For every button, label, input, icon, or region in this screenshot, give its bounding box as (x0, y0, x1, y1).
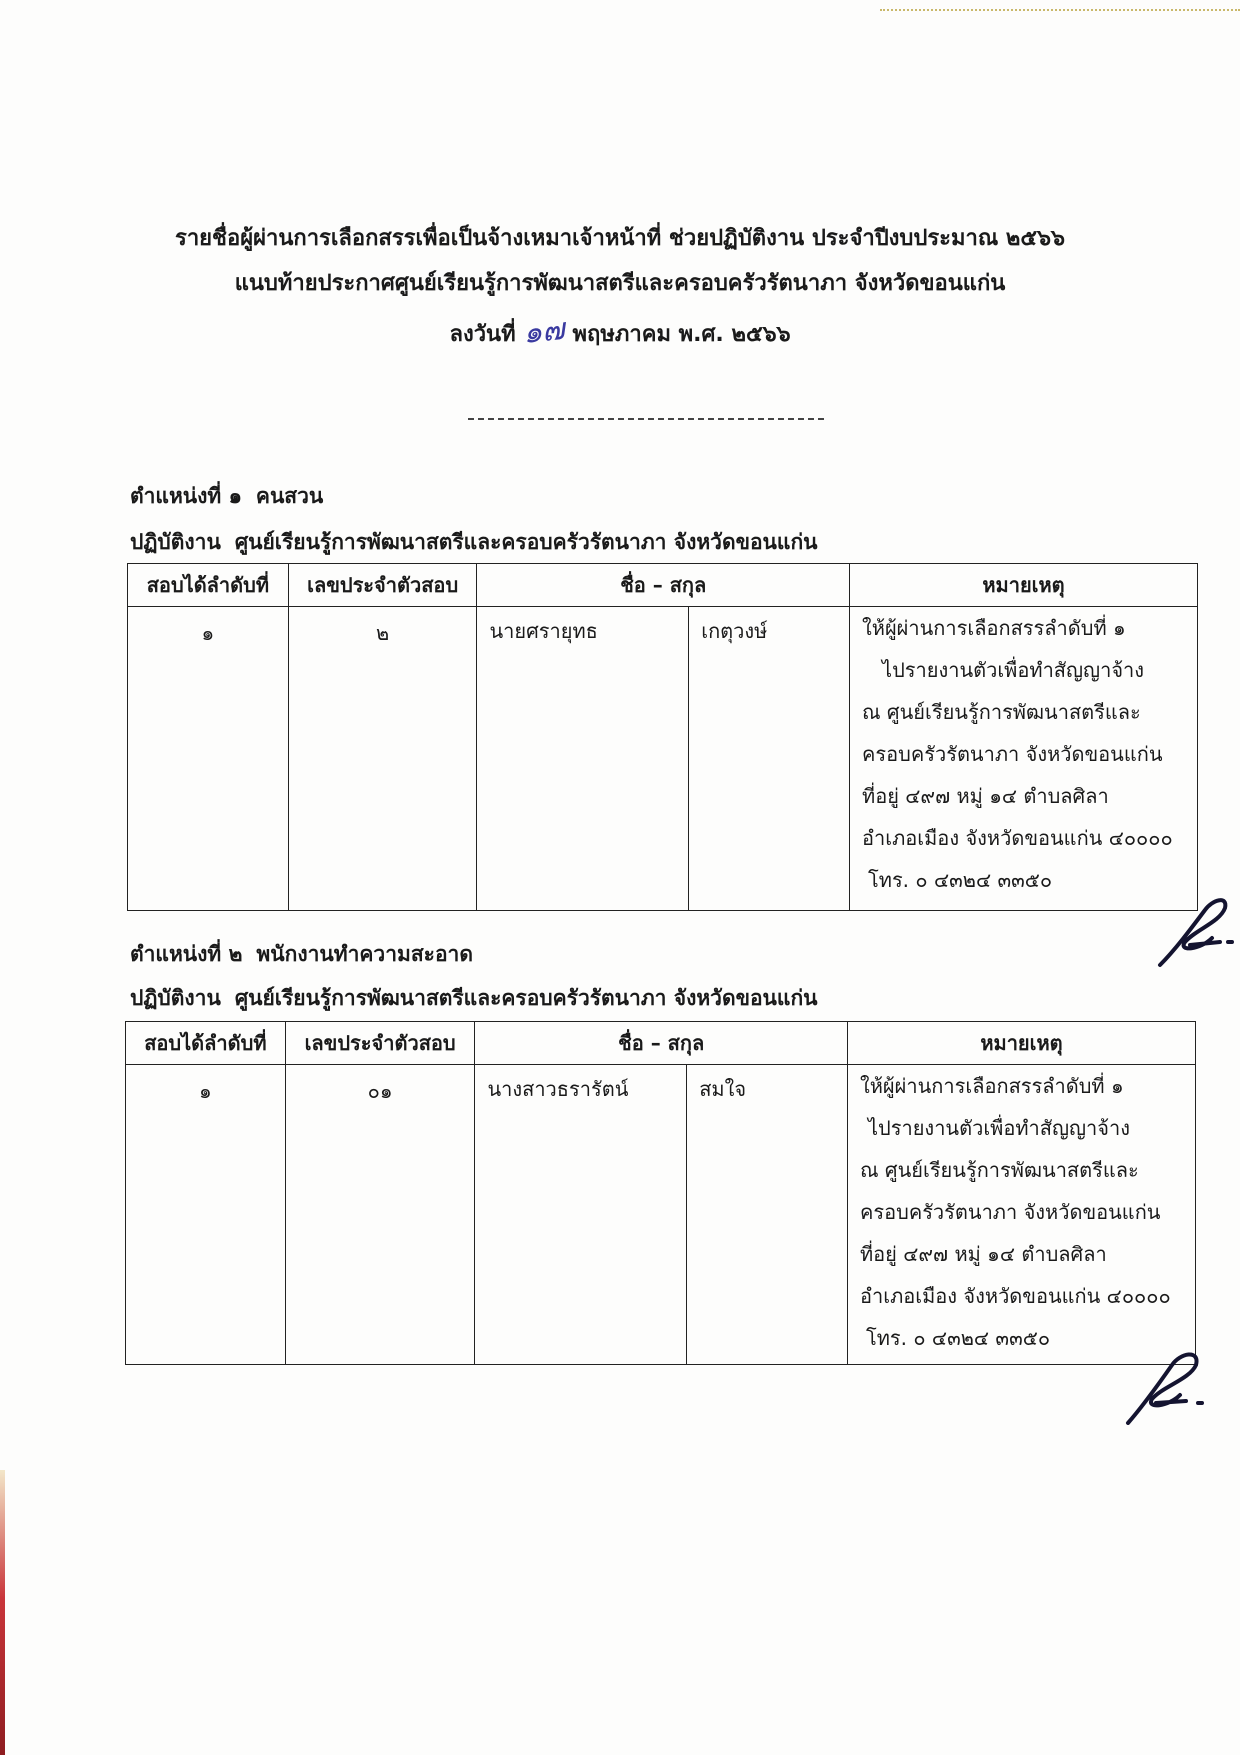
workplace-1-name: ศูนย์เรียนรู้การพัฒนาสตรีและครอบครัวรัตนาภา จังหวัดขอนแก่น (234, 530, 818, 554)
position-2-heading (130, 938, 473, 971)
remark-line: อำเภอเมือง จังหวัดขอนแก่น ๔๐๐๐๐ (862, 826, 1173, 850)
remark-line: ไปรายงานตัวเพื่อทำสัญญาจ้าง (867, 1116, 1130, 1140)
signature-mark-2 (1120, 1345, 1210, 1425)
position-1-workplace (130, 526, 818, 559)
signature-mark-1 (1150, 890, 1240, 970)
position-1-name: คนสวน (255, 484, 324, 508)
exam-id-cell: ๐๑ (285, 1065, 475, 1365)
page-top-edge (880, 0, 1240, 11)
remark-line: โทร. ๐ ๔๓๒๔ ๓๓๕๐ (868, 868, 1053, 892)
first-name-cell: นายศรายุทธ (477, 607, 689, 911)
table-row (126, 1065, 1196, 1365)
last-name-cell: สมใจ (687, 1065, 848, 1365)
section-divider (468, 418, 824, 420)
date-day-handwritten: ๑๗ (521, 311, 567, 352)
date-suffix: พฤษภาคม พ.ศ. ๒๕๖๖ (572, 322, 791, 347)
col-exam-id-header: เลขประจำตัวสอบ (285, 1022, 475, 1065)
col-name-header: ชื่อ – สกุล (477, 564, 850, 607)
document-subtitle: แนบท้ายประกาศศูนย์เรียนรู้การพัฒนาสตรีและครอบครัวรัตนาภา จังหวัดขอนแก่น (234, 271, 1006, 296)
col-remarks-header: หมายเหตุ (850, 564, 1198, 607)
remark-line: อำเภอเมือง จังหวัดขอนแก่น ๔๐๐๐๐ (859, 1284, 1171, 1308)
remark-line: ที่อยู่ ๔๙๗ หมู่ ๑๔ ตำบลศิลา (862, 784, 1109, 808)
remarks-cell (850, 607, 1198, 911)
col-rank-header: สอบได้ลำดับที่ (126, 1022, 286, 1065)
table-row (128, 607, 1198, 911)
remark-line: ครอบครัวรัตนาภา จังหวัดขอนแก่น (859, 1200, 1161, 1224)
position-2-workplace (130, 982, 818, 1015)
col-exam-id-header: เลขประจำตัวสอบ (288, 564, 477, 607)
rank-cell: ๑ (126, 1065, 286, 1365)
position-1-heading (130, 480, 323, 513)
rank-cell: ๑ (128, 607, 289, 911)
col-remarks-header: หมายเหตุ (847, 1022, 1195, 1065)
remarks-cell (847, 1065, 1195, 1365)
last-name-cell: เกตุวงษ์ (689, 607, 850, 911)
col-name-header: ชื่อ – สกุล (475, 1022, 848, 1065)
position-1-table (127, 563, 1198, 911)
date-prefix: ลงวันที่ (449, 322, 516, 347)
remark-line: ให้ผู้ผ่านการเลือกสรรลำดับที่ ๑ (862, 616, 1126, 640)
document-title: รายชื่อผู้ผ่านการเลือกสรรเพื่อเป็นจ้างเหมาเจ้าหน้าที่ ช่วยปฏิบัติงาน ประจำปีงบประมาณ ๒๕๖๖ (175, 226, 1065, 251)
page-left-edge-stain (0, 1470, 5, 1755)
table-header-row (128, 564, 1198, 607)
remark-line: ณ ศูนย์เรียนรู้การพัฒนาสตรีและ (862, 700, 1141, 724)
workplace-2-name: ศูนย์เรียนรู้การพัฒนาสตรีและครอบครัวรัตนาภา จังหวัดขอนแก่น (234, 986, 818, 1010)
document-date (0, 308, 1240, 355)
remark-line: ณ ศูนย์เรียนรู้การพัฒนาสตรีและ (859, 1158, 1139, 1182)
workplace-2-label: ปฏิบัติงาน (130, 986, 221, 1010)
position-2-label: ตำแหน่งที่ ๒ (130, 942, 243, 966)
col-rank-header: สอบได้ลำดับที่ (128, 564, 289, 607)
remark-line: ให้ผู้ผ่านการเลือกสรรลำดับที่ ๑ (859, 1074, 1124, 1098)
position-2-table (125, 1021, 1196, 1365)
first-name-cell: นางสาวธรารัตน์ (475, 1065, 687, 1365)
remark-line: โทร. ๐ ๔๓๒๔ ๓๓๕๐ (865, 1326, 1051, 1350)
remark-line: ที่อยู่ ๔๙๗ หมู่ ๑๔ ตำบลศิลา (859, 1242, 1107, 1266)
remark-line: ครอบครัวรัตนาภา จังหวัดขอนแก่น (862, 742, 1163, 766)
position-2-name: พนักงานทำความสะอาด (256, 942, 473, 966)
remark-line: ไปรายงานตัวเพื่อทำสัญญาจ้าง (882, 658, 1145, 682)
position-1-label: ตำแหน่งที่ ๑ (130, 484, 242, 508)
table-header-row (126, 1022, 1196, 1065)
exam-id-cell: ๒ (288, 607, 477, 911)
workplace-1-label: ปฏิบัติงาน (130, 530, 221, 554)
